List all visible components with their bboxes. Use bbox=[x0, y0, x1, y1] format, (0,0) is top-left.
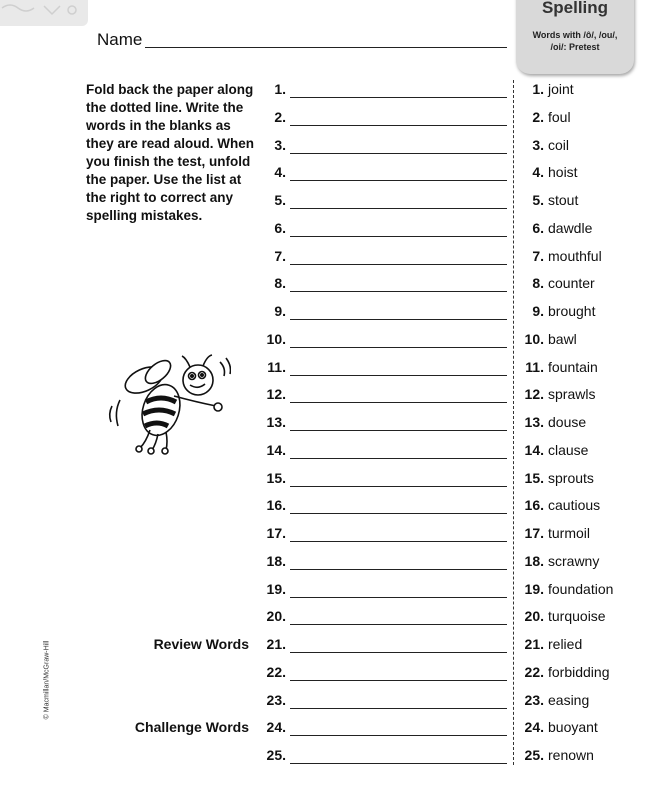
test-row bbox=[0, 275, 650, 295]
answer-key-word: scrawny bbox=[548, 552, 600, 569]
answer-key-word: clause bbox=[548, 441, 589, 458]
challenge-words-label: Challenge Words bbox=[134, 719, 249, 736]
answer-key-word: counter bbox=[548, 275, 595, 292]
answer-blank[interactable] bbox=[290, 652, 507, 653]
item-number: 1. bbox=[274, 81, 286, 97]
answer-key-word: renown bbox=[548, 747, 594, 763]
answer-key-number: 20. bbox=[524, 608, 544, 625]
answer-key-word: bawl bbox=[548, 330, 577, 347]
answer-key-number: 5. bbox=[532, 192, 544, 208]
test-row bbox=[0, 81, 650, 101]
item-number: 2. bbox=[274, 108, 286, 125]
answer-key-number: 19. bbox=[524, 580, 544, 597]
answer-key-number: 21. bbox=[524, 636, 544, 652]
answer-blank[interactable] bbox=[290, 153, 507, 154]
item-number: 22. bbox=[266, 663, 286, 680]
answer-blank[interactable] bbox=[290, 125, 507, 126]
test-row bbox=[0, 137, 650, 157]
item-number: 25. bbox=[266, 747, 286, 763]
spelling-tab bbox=[516, 0, 634, 74]
answer-blank[interactable] bbox=[290, 486, 507, 487]
item-number: 11. bbox=[267, 358, 286, 375]
answer-key-number: 8. bbox=[532, 275, 544, 292]
answer-key-number: 2. bbox=[532, 108, 544, 125]
name-label: Name bbox=[97, 30, 143, 49]
item-number: 10. bbox=[266, 330, 286, 347]
item-number: 16. bbox=[266, 497, 286, 514]
answer-blank[interactable] bbox=[290, 569, 507, 570]
answer-blank[interactable] bbox=[290, 541, 507, 542]
answer-key-number: 24. bbox=[524, 719, 544, 736]
answer-key-word: buoyant bbox=[548, 719, 598, 736]
answer-blank[interactable] bbox=[290, 708, 507, 709]
answer-key-number: 14. bbox=[524, 441, 544, 458]
answer-key-word: fountain bbox=[548, 358, 598, 375]
test-row bbox=[0, 719, 650, 739]
test-row bbox=[0, 553, 650, 573]
item-number: 12. bbox=[266, 386, 286, 403]
name-row bbox=[97, 30, 507, 52]
item-number: 14. bbox=[266, 441, 286, 458]
decorative-pattern-icon bbox=[0, 0, 88, 26]
item-number: 24. bbox=[266, 719, 286, 736]
answer-blank[interactable] bbox=[290, 763, 507, 764]
test-row bbox=[0, 497, 650, 517]
answer-key-word: forbidding bbox=[548, 663, 610, 680]
item-number: 23. bbox=[266, 691, 286, 708]
answer-key-word: hoist bbox=[548, 164, 578, 181]
test-row bbox=[0, 331, 650, 351]
answer-key-word: turquoise bbox=[548, 608, 606, 625]
answer-blank[interactable] bbox=[290, 264, 507, 265]
instructions: Fold back the paper along the dotted line. Write the words in the blanks as they are read aloud. When you finish the test, unfold the paper. Use the list at the right to correct any spelling mistakes. bbox=[86, 82, 255, 223]
answer-key-number: 6. bbox=[532, 219, 544, 236]
answer-blank[interactable] bbox=[290, 402, 507, 403]
test-row bbox=[0, 692, 650, 712]
review-words-label: Review Words bbox=[153, 636, 249, 652]
answer-blank[interactable] bbox=[290, 97, 507, 98]
item-number: 20. bbox=[266, 608, 286, 625]
test-row bbox=[0, 359, 650, 379]
answer-key-number: 1. bbox=[532, 81, 544, 97]
test-row bbox=[0, 747, 650, 767]
answer-blank[interactable] bbox=[290, 347, 507, 348]
answer-key-number: 16. bbox=[524, 497, 544, 514]
answer-key-word: douse bbox=[548, 414, 587, 430]
answer-key-number: 9. bbox=[532, 303, 544, 319]
test-row bbox=[0, 442, 650, 462]
answer-key-number: 17. bbox=[524, 525, 544, 541]
test-row bbox=[0, 525, 650, 545]
answer-blank[interactable] bbox=[290, 458, 507, 459]
test-row bbox=[0, 303, 650, 323]
item-number: 6. bbox=[274, 219, 286, 236]
answer-key-word: joint bbox=[548, 81, 574, 97]
header-decoration bbox=[0, 0, 88, 26]
item-number: 21. bbox=[266, 636, 286, 652]
item-number: 4. bbox=[274, 164, 286, 181]
test-row bbox=[0, 220, 650, 240]
answer-key-word: sprouts bbox=[548, 469, 594, 486]
test-row bbox=[0, 192, 650, 212]
answer-key-word: cautious bbox=[548, 497, 601, 514]
answer-blank[interactable] bbox=[290, 208, 507, 209]
answer-key-word: mouthful bbox=[548, 247, 602, 264]
answer-key-number: 11. bbox=[525, 358, 544, 375]
test-row bbox=[0, 386, 650, 406]
answer-key-word: brought bbox=[548, 303, 596, 319]
answer-key-word: stout bbox=[548, 192, 579, 208]
name-field[interactable] bbox=[145, 47, 507, 48]
answer-key-number: 10. bbox=[524, 330, 544, 347]
item-number: 18. bbox=[266, 552, 286, 569]
answer-key-number: 13. bbox=[524, 414, 544, 430]
item-number: 15. bbox=[266, 469, 286, 486]
answer-key-number: 3. bbox=[532, 136, 544, 153]
copyright: © Macmillan/McGraw-Hill bbox=[43, 640, 51, 720]
test-row bbox=[0, 248, 650, 268]
answer-key-word: coil bbox=[548, 136, 570, 153]
item-number: 19. bbox=[266, 580, 286, 597]
test-row bbox=[0, 664, 650, 684]
answer-key-word: foul bbox=[548, 108, 571, 125]
answer-blank[interactable] bbox=[290, 375, 507, 376]
answer-blank[interactable] bbox=[290, 624, 507, 625]
answer-blank[interactable] bbox=[290, 180, 507, 181]
test-row bbox=[0, 164, 650, 184]
answer-key-number: 4. bbox=[532, 164, 544, 181]
answer-blank[interactable] bbox=[290, 513, 507, 514]
answer-key-number: 25. bbox=[524, 747, 544, 763]
test-row bbox=[0, 414, 650, 434]
answer-key-word: easing bbox=[548, 691, 590, 708]
answer-blank[interactable] bbox=[290, 236, 507, 237]
test-row bbox=[0, 470, 650, 490]
item-number: 17. bbox=[266, 525, 286, 541]
answer-blank[interactable] bbox=[290, 430, 507, 431]
answer-key-number: 23. bbox=[524, 691, 544, 708]
answer-blank[interactable] bbox=[290, 291, 507, 292]
tab-title: Spelling bbox=[541, 0, 609, 17]
answer-key-word: turmoil bbox=[548, 525, 591, 541]
answer-key-number: 18. bbox=[524, 552, 544, 569]
test-row bbox=[0, 109, 650, 129]
answer-key-word: dawdle bbox=[548, 219, 593, 236]
answer-blank[interactable] bbox=[290, 597, 507, 598]
test-row bbox=[0, 608, 650, 628]
answer-key-word: relied bbox=[548, 636, 583, 652]
item-number: 7. bbox=[274, 247, 286, 264]
item-number: 13. bbox=[266, 414, 286, 430]
answer-key-number: 7. bbox=[532, 247, 544, 264]
item-number: 3. bbox=[274, 136, 286, 153]
answer-key-word: sprawls bbox=[548, 386, 596, 403]
item-number: 5. bbox=[274, 192, 286, 208]
answer-blank[interactable] bbox=[290, 319, 507, 320]
test-row bbox=[0, 636, 650, 656]
answer-key-number: 15. bbox=[524, 469, 544, 486]
answer-blank[interactable] bbox=[290, 680, 507, 681]
answer-key-word: foundation bbox=[548, 580, 614, 597]
test-row bbox=[0, 581, 650, 601]
tab-subtitle: Words with /ô/, /ou/, /oi/: Pretest bbox=[532, 30, 618, 52]
item-number: 8. bbox=[274, 275, 286, 292]
answer-blank[interactable] bbox=[290, 735, 507, 736]
item-number: 9. bbox=[274, 303, 286, 319]
answer-key-number: 22. bbox=[524, 663, 544, 680]
answer-key-number: 12. bbox=[524, 386, 544, 403]
